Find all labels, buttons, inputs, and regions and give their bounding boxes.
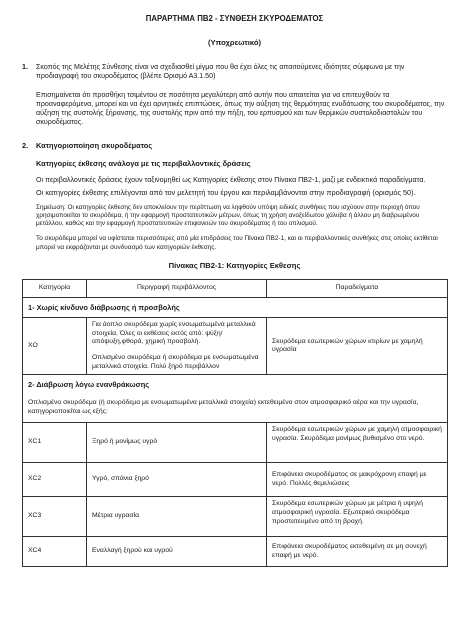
row-category: XC3 xyxy=(23,497,87,537)
group-1-title: 1- Χωρίς κίνδυνο διάβρωσης ή προσβολής xyxy=(23,297,448,317)
section-2-number: 2. xyxy=(22,141,29,151)
section-2-subheading: Κατηγορίες έκθεσης ανάλογα με τις περιβαλλοντικές δράσεις xyxy=(36,158,251,168)
row-description xyxy=(87,318,267,375)
row-example: Σκυρόδεμα εσωτερικών χώρων κτιρίων με χαμηλή υγρασία xyxy=(267,318,448,375)
section-2-paragraph-2: Οι κατηγορίες έκθεσης επιλέγονται από τον μελετητή του έργου και περιλαμβάνονται στην προδιαγραφή (ορισμός 50). xyxy=(36,188,416,198)
row-example: Σκυρόδεμα εσωτερικών χώρων με μέτρια ή υψηλή ατμοσφαιρική υγρασία. Εξωτερικό σκυρόδεμα προστατευμένο από τη βροχή. xyxy=(267,497,448,537)
row-example: Επιφάνεια σκυροδέματος σε μακρόχρονη επαφή με νερό. Πολλές θεμελιώσεις xyxy=(267,463,448,497)
exposure-classes-table xyxy=(22,279,448,567)
row-example: Σκυρόδεμα εσωτερικών χώρων με χαμηλή ατμοσφαιρική υγρασία. Σκυρόδεμα μονίμως βυθισμένο στο νερό. xyxy=(267,423,448,463)
group-2-header-cell xyxy=(23,375,448,423)
group-1-title-row xyxy=(23,297,448,317)
row-description: Μέτρια υγρασία xyxy=(87,497,267,537)
section-2-paragraph-1: Οι περιβαλλοντικές δράσεις έχουν ταξινομηθεί ως Κατηγορίες έκθεσης στον Πίνακα ΠΒ2-1, μαζί με ενδεικτικά παραδείγματα. xyxy=(36,176,426,185)
row-category: XC2 xyxy=(23,463,87,497)
group-2-title: 2- Διάβρωση λόγω ενανθράκωσης xyxy=(28,380,150,390)
row-category: XC4 xyxy=(23,537,87,567)
section-2-paragraph-3: Το σκυρόδεμα μπορεί να υφίσταται περισσότερες από μία επιδράσεις του Πίνακα ΠΒ2-1, και οι περιβαλλοντικές συνθήκες στις οποίες εκτίθεται μπορεί να εκφράζονται με συνδυασμό των κατηγοριών έκθεσης. xyxy=(36,235,438,251)
section-2-heading xyxy=(22,141,447,150)
table-row xyxy=(23,497,448,537)
row-description: Ξηρό ή μονίμως υγρό xyxy=(87,423,267,463)
table-row xyxy=(23,537,448,567)
row-description: Εναλλαγή ξηρού και υγρού xyxy=(87,537,267,567)
section-2-note: Σημείωση: Οι κατηγορίες έκθεσης δεν αποκλείουν την περίπτωση να ληφθούν υπόψη ειδικές συνθήκες που ισχύουν στην περιοχή όπου χρησιμοποιείται το σκυρόδεμα, ή την εφαρμογή προστατευτικών μέτρων, όπως τη χρήση ανοξείδωτου χάλυβα ή άλλου μη διαβρωμένου μετάλλου, καθώς και την εφαρμογή προστατευτικών επιφανειών του σκυροδέματος ή του οπλισμού. xyxy=(36,203,420,228)
table-header-row xyxy=(23,279,448,297)
row-description-part-1: Για άοπλο σκυρόδεμα χωρίς ενσωματωμένα μεταλλικά στοιχεία. Όλες οι εκθέσεις εκτός από: ψύξη/ απόψυξη,φθορά, χημική προσβολή. xyxy=(92,321,256,346)
header-description: Περιγραφή περιβάλλοντος xyxy=(87,279,267,297)
header-category: Κατηγορία xyxy=(23,279,87,297)
table-caption: Πίνακας ΠΒ2-1: Κατηγορίες Εκθεσης xyxy=(168,261,301,271)
document-title: ΠΑΡΑΡΤΗΜΑ ΠΒ2 - ΣΥΝΘΕΣΗ ΣΚΥΡΟΔΕΜΑΤΟΣ xyxy=(145,14,324,23)
group-2-title-row xyxy=(23,375,448,423)
row-category: XC1 xyxy=(23,423,87,463)
table-row xyxy=(23,318,448,375)
group-2-description: Οπλισμένο σκυρόδεμα (ή σκυρόδεμα με ενσωματωμένα μεταλλικά στοιχεία) εκτεθειμένο στον ατμοσφαιρικό αέρα και την υγρασία, κατηγοριοποιείται ως εξής: xyxy=(28,398,419,415)
document-subtitle: (Υποχρεωτικό) xyxy=(207,37,262,47)
section-1-number: 1. xyxy=(22,62,28,71)
header-examples: Παραδείγματα xyxy=(267,279,448,297)
section-2-title: Κατηγοριοποίηση σκυροδέματος xyxy=(36,141,153,151)
row-category: XO xyxy=(23,318,87,375)
row-description-part-2: Οπλισμένο σκυρόδεμα ή σκυρόδεμα με ενσωματωμένα μεταλλικά στοιχεία. Πολύ ξηρό περιβάλλον xyxy=(92,354,259,370)
row-description: Υγρό, σπάνια ξηρό xyxy=(87,463,267,497)
table-row xyxy=(23,463,448,497)
section-1-text: Σκοπός της Μελέτης Σύνθεσης είναι να σχεδιασθεί μίγμα που θα έχει όλες τις απαιτούμενες ιδιότητες σύμφωνα με την προδιαγραφή του σκυροδέματος (βλέπε Ορισμό Α3.1.50) xyxy=(36,62,405,80)
section-1 xyxy=(22,63,447,81)
section-1-paragraph: Επισημαίνεται ότι προσθήκη τσιμέντου σε ποσότητα μεγαλύτερη από αυτήν που απαιτείται για να επιτευχθούν τα προαναφερόμενα, μπορεί και να έχει αρνητικές επιπτώσεις, όπως την αύξηση της θερμότητας ενυδάτωσης του σκυροδέματος, την αύξηση της συστολής ξήρανσης, της συστολής πριν από την πήξη, του ερπυσμού και των θερμικών συστολοδιαστολών του σκυροδέματος. xyxy=(36,90,445,127)
table-row xyxy=(23,423,448,463)
row-example: Επιφάνεια σκυροδέματος εκτεθειμένη σε μη συνεχή επαφή με νερό. xyxy=(267,537,448,567)
